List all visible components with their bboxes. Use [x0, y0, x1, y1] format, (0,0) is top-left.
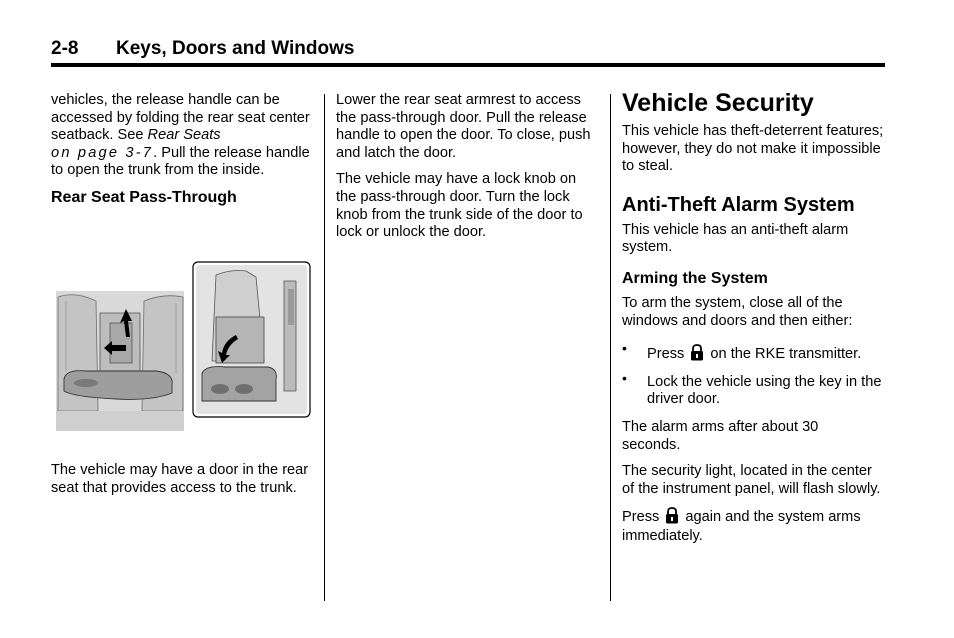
- cross-reference-link[interactable]: Rear Seats: [147, 127, 221, 144]
- heading-arming: Arming the System: [622, 269, 768, 287]
- middle-column: [336, 92, 598, 251]
- bullet-glyph: •: [622, 369, 627, 386]
- arming-steps-list: [622, 340, 887, 409]
- paragraph-security-intro: This vehicle has theft-deterrent features; however, they do not make it impossible to steal.: [622, 123, 884, 175]
- column-divider-left: [324, 94, 325, 601]
- paragraph-security-light: The security light, located in the center of the instrument panel, will flash slowly.: [622, 463, 881, 497]
- rear-seat-pass-through-illustration: [56, 261, 312, 433]
- page-header: [51, 38, 885, 68]
- bullet-glyph: •: [622, 340, 627, 357]
- right-column: [622, 88, 887, 555]
- paragraph-armrest: Lower the rear seat armrest to access the pass-through door. Pull the release handle to open the door. To close, push and latch the door.: [336, 92, 591, 161]
- lock-icon: [665, 507, 679, 524]
- paragraph-arming-intro: To arm the system, close all of the windows and doors and then either:: [622, 294, 853, 329]
- column-divider-right: [610, 94, 611, 601]
- left-column: [51, 92, 313, 207]
- cross-reference-page[interactable]: on page 3-7: [51, 144, 154, 161]
- intro-paragraph: vehicles, the release handle can be accessed by folding the rear seat center seatback. See Rear Seats on page 3-7. Pull the release handle to open the trunk from the inside.: [51, 92, 310, 179]
- illustration-caption: The vehicle may have a door in the rear seat that provides access to the trunk.: [51, 462, 309, 496]
- subheading-pass-through: Rear Seat Pass-Through: [51, 188, 237, 206]
- section-title: Keys, Doors and Windows: [116, 38, 355, 59]
- heading-vehicle-security: Vehicle Security: [622, 89, 814, 117]
- paragraph-arms-after: The alarm arms after about 30 seconds.: [622, 418, 819, 453]
- paragraph-alarm-intro: This vehicle has an anti-theft alarm system.: [622, 221, 849, 256]
- heading-anti-theft: Anti-Theft Alarm System: [622, 193, 855, 216]
- rear-seat-image: [56, 291, 184, 431]
- paragraph-lock-knob: The vehicle may have a lock knob on the pass-through door. Turn the lock knob from the trunk side of the door to lock or unlock the door.: [336, 171, 583, 241]
- paragraph-press-again: Press again and the system arms immediately.: [622, 509, 861, 545]
- list-item: • Lock the vehicle using the key in the driver door.: [622, 369, 882, 408]
- header-rule: [51, 63, 885, 67]
- list-item: • Press on the RKE transmitter.: [622, 340, 862, 363]
- left-column-caption: [51, 462, 313, 506]
- inset-detail-image: [193, 262, 310, 417]
- page-number: 2-8: [51, 38, 79, 59]
- lock-icon: [690, 344, 704, 361]
